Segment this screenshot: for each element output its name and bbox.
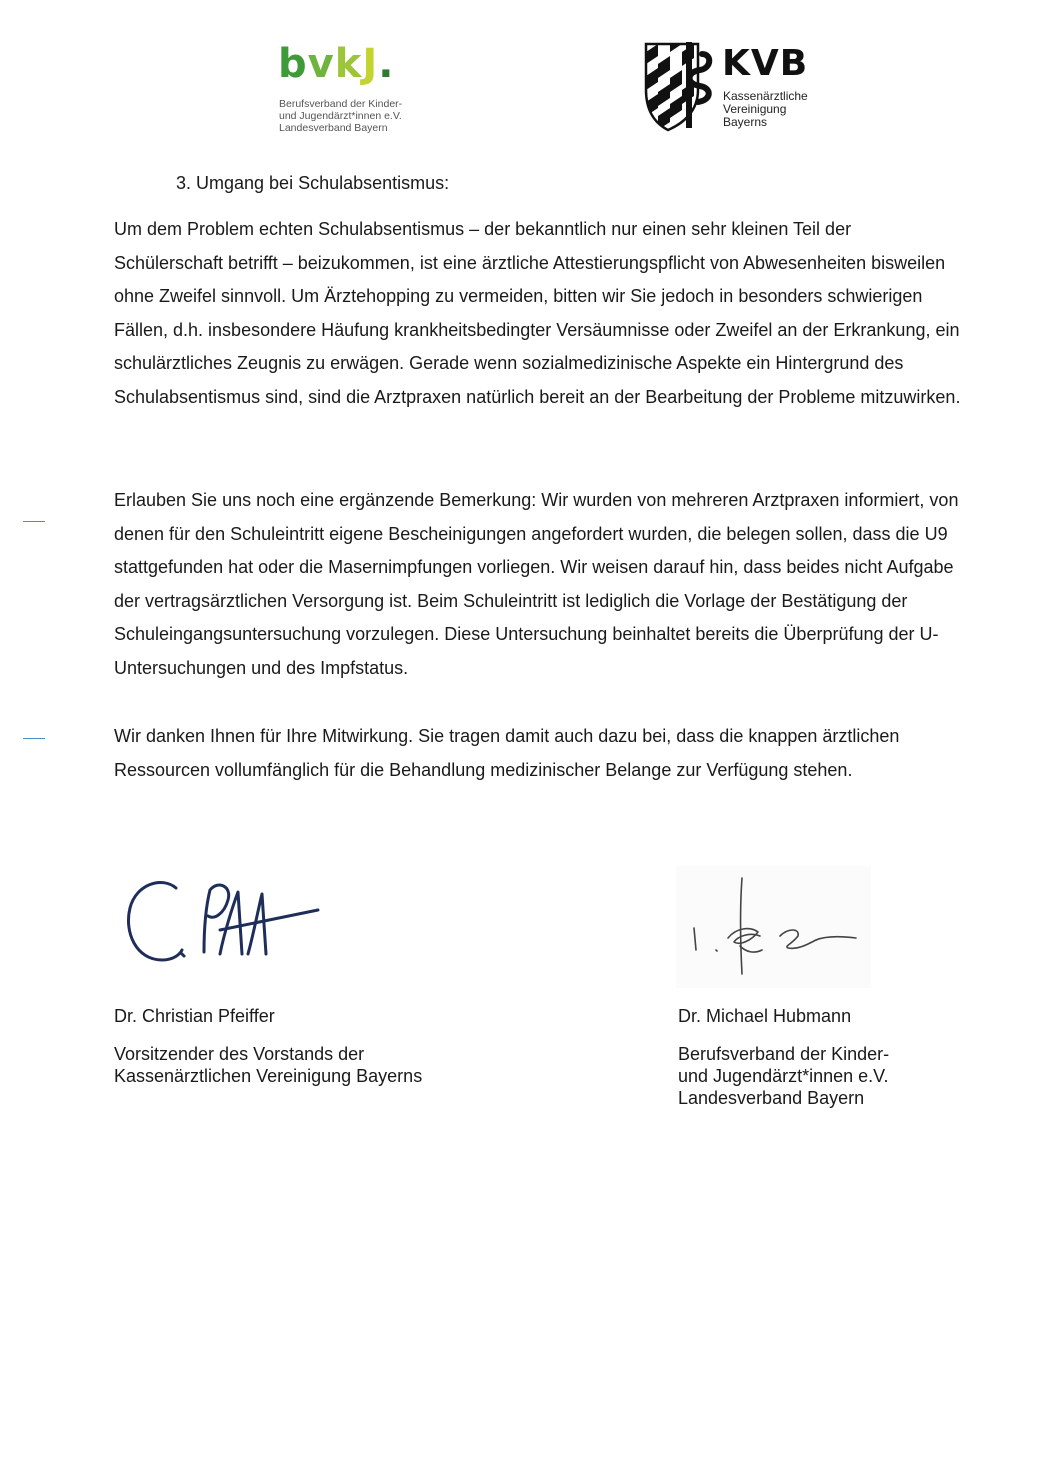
bvkj-logo — [260, 40, 430, 140]
paragraph-absenteeism: Um dem Problem echten Schulabsentismus – der bekanntlich nur einen sehr kleinen Teil der Schülerschaft betrifft – beizukommen, ist eine ärztliche Attestierungspflicht von Abwesenheiten bisweilen ohne Zweifel sinnvoll. Um Ärztehopping zu vermeiden, bitten wir Sie jedoch in besonders schwierigen Fällen, d.h. insbesondere Häufung krankheitsbedingter Versäumnisse oder Zweifel an der Erkrankung, ein schulärztliches Zeugnis zu erwägen. Gerade wenn sozialmedizinische Aspekte ein Hintergrund des Schulabsentismus sind, sind die Arztpraxen natürlich bereit an der Bearbeitung der Probleme mitzuwirken. — [114, 219, 961, 407]
paragraph-thanks: Wir danken Ihnen für Ihre Mitwirkung. Sie tragen damit auch dazu bei, dass die knappen ärztlichen Ressourcen vollumfänglich für die Behandlung medizinischer Belange zur Verfügung stehen. — [114, 726, 900, 780]
kvb-wordmark: KVB — [722, 43, 809, 84]
signatory-name: Dr. Michael Hubmann — [678, 1006, 852, 1026]
bvkj-subtitle: Berufsverband der Kinder- und Jugendärzt*innen e.V. Landesverband Bayern — [279, 98, 403, 134]
kvb-logo — [640, 40, 830, 140]
kvb-subtitle: Kassenärztliche Vereinigung Bayerns — [723, 89, 808, 129]
paragraph-school-entry: Erlauben Sie uns noch eine ergänzende Bemerkung: Wir wurden von mehreren Arztpraxen informiert, von denen für den Schuleintritt eigene Bescheinigungen angefordert wurden, die belegen sollen, dass die U9 stattgefunden hat oder die Masernimpfungen vorliegen. Wir weisen darauf hin, dass beides nicht Aufgabe der vertragsärztlichen Versorgung ist. Beim Schuleintritt ist lediglich die Vorlage der Bestätigung der Schuleingangsuntersuchung vorzulegen. Diese Untersuchung beinhaltet bereits die Überprüfung der U-Untersuchungen und des Impfstatus. — [114, 490, 959, 678]
handwritten-signature-icon — [676, 866, 871, 988]
signatory-name: Dr. Christian Pfeiffer — [114, 1006, 275, 1026]
bavarian-shield-aesculapian-staff-icon — [642, 40, 718, 132]
signature-scan — [676, 866, 871, 988]
bvkj-wordmark: bvkJ. — [278, 41, 395, 87]
section-heading: 3. Umgang bei Schulabsentismus: — [176, 173, 450, 193]
signatory-role: Vorsitzender des Vorstands der Kassenärztlichen Vereinigung Bayerns — [114, 1044, 423, 1086]
signatory-role: Berufsverband der Kinder- und Jugendärzt*innen e.V. Landesverband Bayern — [678, 1044, 890, 1108]
margin-mark — [23, 521, 45, 522]
margin-mark — [23, 738, 45, 739]
handwritten-signature-icon — [118, 870, 328, 970]
